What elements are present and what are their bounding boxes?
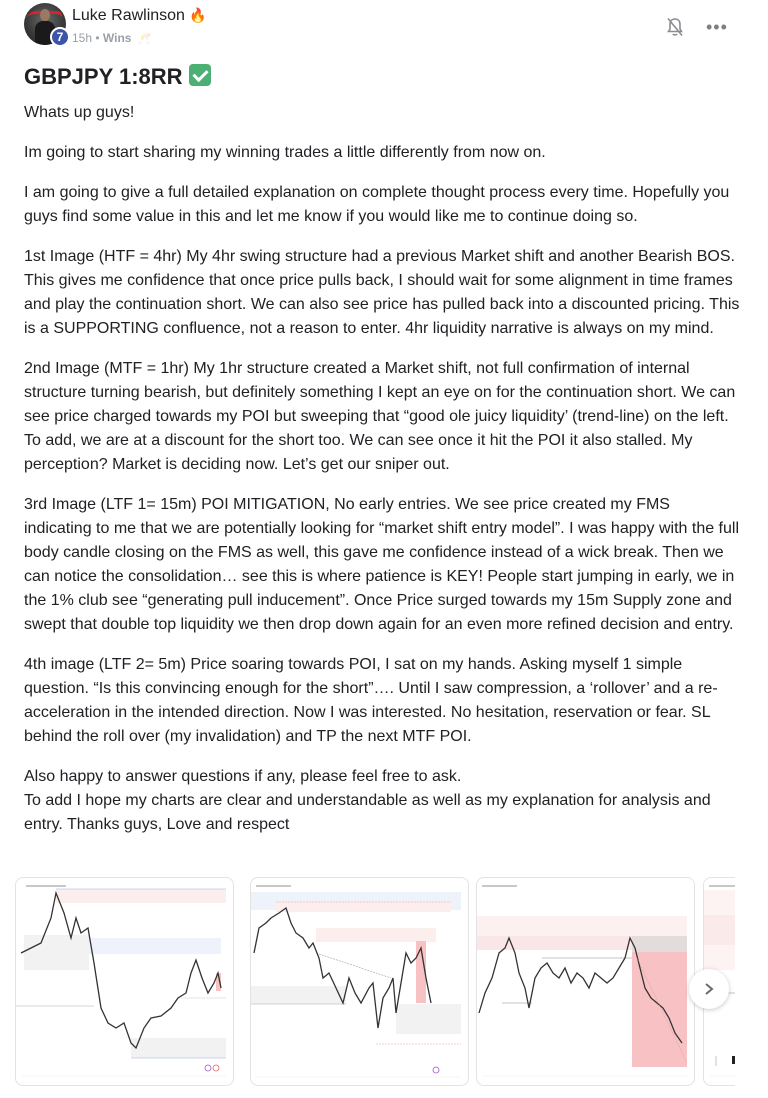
price-line — [21, 893, 221, 1048]
check-mark-button-icon — [189, 64, 211, 86]
post-header — [24, 3, 744, 49]
paragraph-image-3: 3rd Image (LTF 1= 15m) POI MITIGATION, No early entries. We see price created my FMS indicating to me that we are potentially looking for “market shift entry model”. I was happy with the full body candle closing on the FMS as well, this gave me confidence instead of a wick break. Then we can notice the consolidation… see this is where patience is KEY! People start jumping in early, we in the 1% club see “generating pull inducement”. Once Price surged towards my 15m Supply zone and swept that double top liquidity we then drop down again for an even more refined decision and entry. — [24, 496, 740, 633]
gallery-next-button[interactable] — [689, 969, 729, 1009]
bell-off-icon[interactable] — [664, 16, 686, 38]
paragraph-intro: Im going to start sharing my winning trades a little differently from now on. — [24, 144, 546, 161]
author-name[interactable] — [72, 7, 206, 25]
paragraph-image-2: 2nd Image (MTF = 1hr) My 1hr structure created a Market shift, not full confirmation of internal structure turning bearish, but definitely something I kept an eye on for the continuation short. We can see price charged towards my POI but sweeping that “good ole juicy liquidity’ (trend-line) on the left. To add, we are at a discount for the short too. We can see once it hit the POI it also stalled. My perception? Market is deciding now. Let’s get our sniper out. — [24, 360, 736, 473]
paragraph-closing: To add I hope my charts are clear and understandable as well as my explanation for analysis and entry. Thanks guys, Love and respect — [24, 792, 711, 833]
avatar-head — [40, 9, 50, 21]
paragraph-image-1: 1st Image (HTF = 4hr) My 4hr swing structure had a previous Market shift and another Bearish BOS. This gives me confidence that once price pulls back, I should wait for some alignment in time frames and play the continuation short. We can also see price has pulled back into a discounted pricing. This is a SUPPORTING confluence, not a reason to enter. 4hr liquidity narrative is always on my mind. — [24, 248, 740, 337]
discount-zone — [131, 1038, 226, 1058]
gallery-image-chart-4hr[interactable] — [15, 877, 234, 1086]
level-badge: 7 — [50, 27, 70, 47]
paragraph-greeting: Whats up guys! — [24, 104, 135, 121]
post-title — [24, 64, 211, 90]
premium-zone — [86, 938, 221, 954]
post-meta — [72, 31, 152, 45]
gallery-image-chart-15m[interactable] — [476, 877, 695, 1086]
meta-separator: • — [95, 31, 100, 45]
author-name-text[interactable]: Luke Rawlinson — [72, 7, 185, 24]
post-body — [24, 101, 740, 853]
gallery-image-chart-1hr[interactable] — [250, 877, 469, 1086]
post-category[interactable]: Wins — [102, 31, 132, 45]
supply-zone — [56, 889, 226, 903]
paragraph-image-4: 4th image (LTF 2= 5m) Price soaring towards POI, I sat on my hands. Asking myself 1 simple question. “Is this convincing enough for the short”…. Until I saw compression, a ‘rollover’ and a re-acceleration in the intended direction. Now I was interested. No hesitation, reservation or fear. SL behind the roll over (my invalidation) and TP the next MTF POI. — [24, 656, 718, 745]
image-gallery — [15, 877, 735, 1087]
post-title-text: GBPJPY 1:8RR — [24, 64, 183, 89]
more-options-button[interactable]: ••• — [706, 17, 728, 37]
clinking-glasses-icon: 🥂 — [137, 33, 152, 45]
chevron-right-icon — [702, 982, 716, 996]
post-time: 15h — [72, 31, 93, 45]
paragraph-explanation: I am going to give a full detailed explanation on complete thought process every time. Hopefully you guys find some value in this and let me know if you would like me to continue doing so. — [24, 184, 730, 225]
paragraph-questions: Also happy to answer questions if any, please feel free to ask. — [24, 768, 462, 785]
chart-header-text — [26, 885, 66, 887]
fire-icon: 🔥 — [188, 7, 207, 23]
demand-zone — [24, 935, 89, 970]
